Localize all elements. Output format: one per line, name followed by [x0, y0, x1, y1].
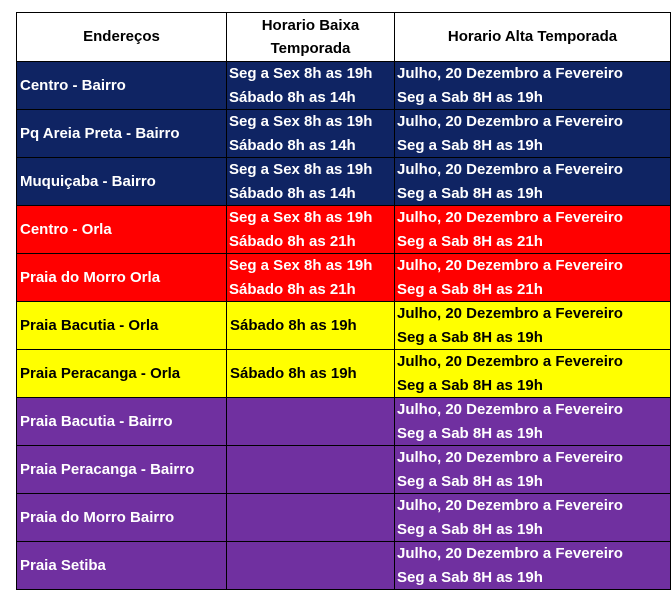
- high-season-period: Julho, 20 Dezembro a Fevereiro: [397, 353, 623, 370]
- header-low-season-line2: Temporada: [270, 40, 351, 57]
- low-season-cell: [227, 302, 395, 350]
- header-address: Endereços: [17, 13, 227, 62]
- high-season-cell: [395, 350, 671, 398]
- high-season-period: Julho, 20 Dezembro a Fevereiro: [397, 449, 623, 466]
- address-cell: Muquiçaba - Bairro: [17, 158, 227, 206]
- high-season-period: Julho, 20 Dezembro a Fevereiro: [397, 257, 623, 274]
- high-season-hours: Seg a Sab 8H as 21h: [397, 232, 543, 250]
- high-season-hours: Seg a Sab 8H as 19h: [397, 328, 543, 346]
- high-season-cell: [395, 446, 671, 494]
- low-season-cell: [227, 206, 395, 254]
- high-season-hours: Seg a Sab 8H as 21h: [397, 280, 543, 298]
- table-row: [17, 542, 671, 590]
- table-row: [17, 302, 671, 350]
- table-row: [17, 158, 671, 206]
- header-low-season-line1: Horario Baixa: [261, 17, 360, 34]
- low-season-cell: [227, 494, 395, 542]
- table-row: [17, 494, 671, 542]
- schedule-sheet: [16, 12, 671, 590]
- low-season-cell: [227, 350, 395, 398]
- high-season-cell: [395, 110, 671, 158]
- low-season-weekdays: Seg a Sex 8h as 19h: [229, 161, 373, 178]
- high-season-hours: Seg a Sab 8H as 19h: [397, 520, 543, 538]
- table-row: [17, 110, 671, 158]
- high-season-hours: Seg a Sab 8H as 19h: [397, 568, 543, 586]
- header-low-season: [227, 13, 395, 62]
- low-season-saturday: Sábado 8h as 19h: [230, 316, 357, 334]
- low-season-saturday: Sábado 8h as 14h: [229, 136, 356, 154]
- low-season-cell: [227, 110, 395, 158]
- low-season-weekdays: Seg a Sex 8h as 19h: [229, 209, 373, 226]
- high-season-period: Julho, 20 Dezembro a Fevereiro: [397, 65, 623, 82]
- high-season-period: Julho, 20 Dezembro a Fevereiro: [397, 113, 623, 130]
- high-season-cell: [395, 302, 671, 350]
- high-season-cell: [395, 398, 671, 446]
- high-season-period: Julho, 20 Dezembro a Fevereiro: [397, 497, 623, 514]
- high-season-hours: Seg a Sab 8H as 19h: [397, 472, 543, 490]
- low-season-saturday: Sábado 8h as 14h: [229, 184, 356, 202]
- high-season-cell: [395, 494, 671, 542]
- high-season-period: Julho, 20 Dezembro a Fevereiro: [397, 209, 623, 226]
- low-season-cell: [227, 446, 395, 494]
- header-high-season: Horario Alta Temporada: [395, 13, 671, 62]
- schedule-table: [16, 12, 671, 590]
- address-cell: Centro - Bairro: [17, 62, 227, 110]
- low-season-cell: [227, 254, 395, 302]
- high-season-hours: Seg a Sab 8H as 19h: [397, 424, 543, 442]
- address-cell: Praia Setiba: [17, 542, 227, 590]
- high-season-cell: [395, 254, 671, 302]
- low-season-cell: [227, 398, 395, 446]
- high-season-hours: Seg a Sab 8H as 19h: [397, 184, 543, 202]
- high-season-cell: [395, 206, 671, 254]
- high-season-cell: [395, 542, 671, 590]
- high-season-period: Julho, 20 Dezembro a Fevereiro: [397, 401, 623, 418]
- address-cell: Praia Peracanga - Orla: [17, 350, 227, 398]
- low-season-weekdays: Seg a Sex 8h as 19h: [229, 65, 373, 82]
- table-row: [17, 62, 671, 110]
- address-cell: Centro - Orla: [17, 206, 227, 254]
- table-row: [17, 254, 671, 302]
- header-row: [17, 13, 671, 62]
- high-season-period: Julho, 20 Dezembro a Fevereiro: [397, 305, 623, 322]
- high-season-period: Julho, 20 Dezembro a Fevereiro: [397, 161, 623, 178]
- low-season-cell: [227, 158, 395, 206]
- low-season-saturday: Sábado 8h as 21h: [229, 280, 356, 298]
- low-season-saturday: Sábado 8h as 19h: [230, 364, 357, 382]
- table-row: [17, 206, 671, 254]
- low-season-cell: [227, 62, 395, 110]
- low-season-weekdays: Seg a Sex 8h as 19h: [229, 257, 373, 274]
- address-cell: Praia Peracanga - Bairro: [17, 446, 227, 494]
- high-season-period: Julho, 20 Dezembro a Fevereiro: [397, 545, 623, 562]
- high-season-hours: Seg a Sab 8H as 19h: [397, 376, 543, 394]
- table-row: [17, 350, 671, 398]
- high-season-cell: [395, 158, 671, 206]
- address-cell: Praia Bacutia - Bairro: [17, 398, 227, 446]
- table-row: [17, 398, 671, 446]
- low-season-weekdays: Seg a Sex 8h as 19h: [229, 113, 373, 130]
- address-cell: Pq Areia Preta - Bairro: [17, 110, 227, 158]
- low-season-saturday: Sábado 8h as 14h: [229, 88, 356, 106]
- high-season-cell: [395, 62, 671, 110]
- table-row: [17, 446, 671, 494]
- address-cell: Praia do Morro Orla: [17, 254, 227, 302]
- address-cell: Praia Bacutia - Orla: [17, 302, 227, 350]
- high-season-hours: Seg a Sab 8H as 19h: [397, 88, 543, 106]
- low-season-saturday: Sábado 8h as 21h: [229, 232, 356, 250]
- low-season-cell: [227, 542, 395, 590]
- address-cell: Praia do Morro Bairro: [17, 494, 227, 542]
- high-season-hours: Seg a Sab 8H as 19h: [397, 136, 543, 154]
